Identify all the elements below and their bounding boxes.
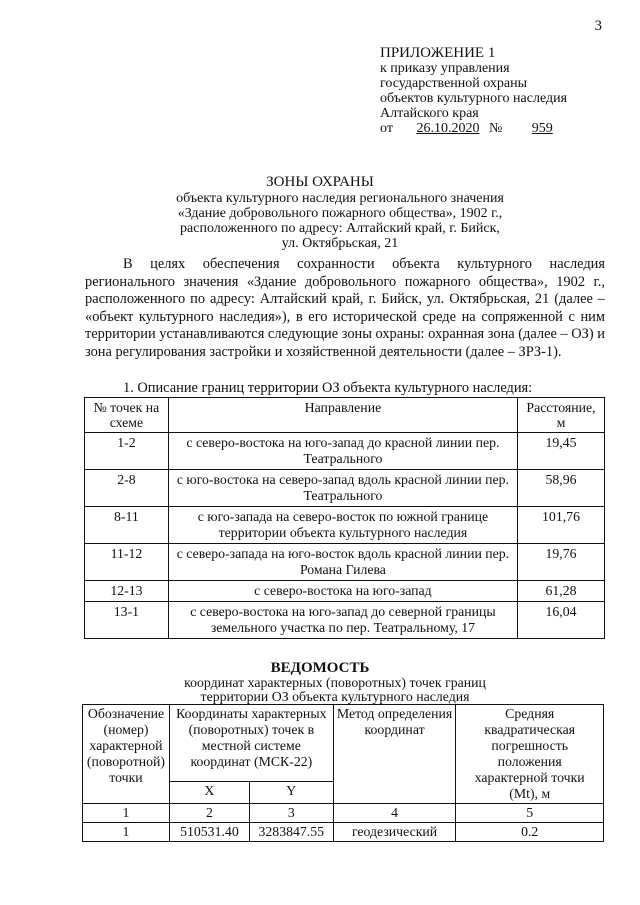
cell-points: 8-11 <box>85 507 169 544</box>
subtitle-line: ул. Октябрьская, 21 <box>281 236 399 251</box>
appendix-block <box>380 46 620 136</box>
appendix-title: ПРИЛОЖЕНИЕ 1 <box>380 45 496 61</box>
cell-direction: с юго-востока на северо-запад вдоль красной линии пер. Театрального <box>168 470 517 507</box>
table-row <box>85 470 605 507</box>
vedomost-subtitle <box>150 676 520 704</box>
column-number: 1 <box>83 804 170 823</box>
order-number: 959 <box>531 121 553 136</box>
cell-distance: 16,04 <box>518 602 605 639</box>
header-method: Метод определения координат <box>333 705 456 804</box>
cell-points: 13-1 <box>85 602 169 639</box>
document-title: ЗОНЫ ОХРАНЫ <box>266 174 374 190</box>
cell-point: 1 <box>83 823 170 842</box>
appendix-line: Алтайского края <box>380 106 479 121</box>
appendix-date-line <box>380 121 620 136</box>
section-1-heading: 1. Описание границ территории ОЗ объекта культурного наследия: <box>123 380 533 396</box>
cell-method: геодезический <box>333 823 456 842</box>
cell-points: 1-2 <box>85 433 169 470</box>
cell-direction: с северо-востока на юго-запад до красной линии пер. Театрального <box>168 433 517 470</box>
cell-distance: 58,96 <box>518 470 605 507</box>
table-row <box>85 602 605 639</box>
cell-distance: 19,45 <box>518 433 605 470</box>
order-date: 26.10.2020 <box>416 121 480 136</box>
header-error: Средняя квадратическая погрешность положения характерной точки (Mt), м <box>456 705 604 804</box>
cell-distance: 61,28 <box>518 581 605 602</box>
document-subtitle <box>130 191 550 251</box>
boundaries-table <box>84 397 605 639</box>
table-row <box>85 544 605 581</box>
cell-distance: 19,76 <box>518 544 605 581</box>
cell-direction: с северо-востока на юго-запад <box>168 581 517 602</box>
table-row <box>85 433 605 470</box>
cell-x: 510531.40 <box>169 823 249 842</box>
date-prefix: от <box>380 121 393 136</box>
header-designation: Обозначение (номер) характерной (поворотной) точки <box>83 705 170 804</box>
header-coordinates: Координаты характерных (поворотных) точек в местной системе координат (МСК-22) <box>169 705 333 782</box>
appendix-line: государственной охраны <box>380 76 528 91</box>
cell-direction: с северо-востока на юго-запад до северной границы земельного участка по пер. Театральному, 17 <box>168 602 517 639</box>
table-row <box>83 823 604 842</box>
header-distance: Расстояние, м <box>518 398 605 433</box>
number-prefix: № <box>488 121 503 136</box>
subtitle-line: объекта культурного наследия регионального значения <box>176 191 504 206</box>
header-direction: Направление <box>168 398 517 433</box>
cell-points: 12-13 <box>85 581 169 602</box>
table-row <box>85 581 605 602</box>
subtitle-line: расположенного по адресу: Алтайский край, г. Бийск, <box>180 221 500 236</box>
column-number: 4 <box>333 804 456 823</box>
cell-y: 3283847.55 <box>249 823 333 842</box>
table-header-row <box>83 705 604 782</box>
cell-direction: с северо-запада на юго-восток вдоль красной линии пер. Романа Гилева <box>168 544 517 581</box>
cell-points: 11-12 <box>85 544 169 581</box>
column-number: 2 <box>169 804 249 823</box>
header-y: Y <box>249 782 333 804</box>
header-points: № точек на схеме <box>85 398 169 433</box>
cell-error: 0.2 <box>456 823 604 842</box>
column-number: 5 <box>456 804 604 823</box>
coordinates-table <box>82 704 604 842</box>
intro-paragraph <box>85 256 605 361</box>
cell-direction: с юго-запада на северо-восток по южной границе территории объекта культурного наследия <box>168 507 517 544</box>
column-number: 3 <box>249 804 333 823</box>
header-x: X <box>169 782 249 804</box>
intro-text: В целях обеспечения сохранности объекта культурного наследия регионального значения «Здание добровольного пожарного общества», 1902 г., расположенного по адресу: Алтайский край, г. Бийск, ул. Октябрьская, 21 (далее – «объект культурного наследия»), в его исторической среде на сопряженной с ним территории устанавливаются следующие зоны охраны: охранная зона (далее – ОЗ) и зона регулирования застройки и хозяйственной деятельности (далее – ЗРЗ-1). <box>85 256 605 360</box>
vedomost-subtitle-line: координат характерных (поворотных) точек границ <box>184 675 486 690</box>
table-header-row <box>85 398 605 433</box>
vedomost-subtitle-line: территории ОЗ объекта культурного наследия <box>200 689 470 704</box>
cell-points: 2-8 <box>85 470 169 507</box>
appendix-line: объектов культурного наследия <box>380 91 568 106</box>
column-number-row <box>83 804 604 823</box>
appendix-line: к приказу управления <box>380 61 510 76</box>
vedomost-title: ВЕДОМОСТЬ <box>270 660 370 676</box>
subtitle-line: «Здание добровольного пожарного общества», 1902 г., <box>177 206 503 221</box>
table-row <box>85 507 605 544</box>
page-number: 3 <box>594 18 602 34</box>
cell-distance: 101,76 <box>518 507 605 544</box>
